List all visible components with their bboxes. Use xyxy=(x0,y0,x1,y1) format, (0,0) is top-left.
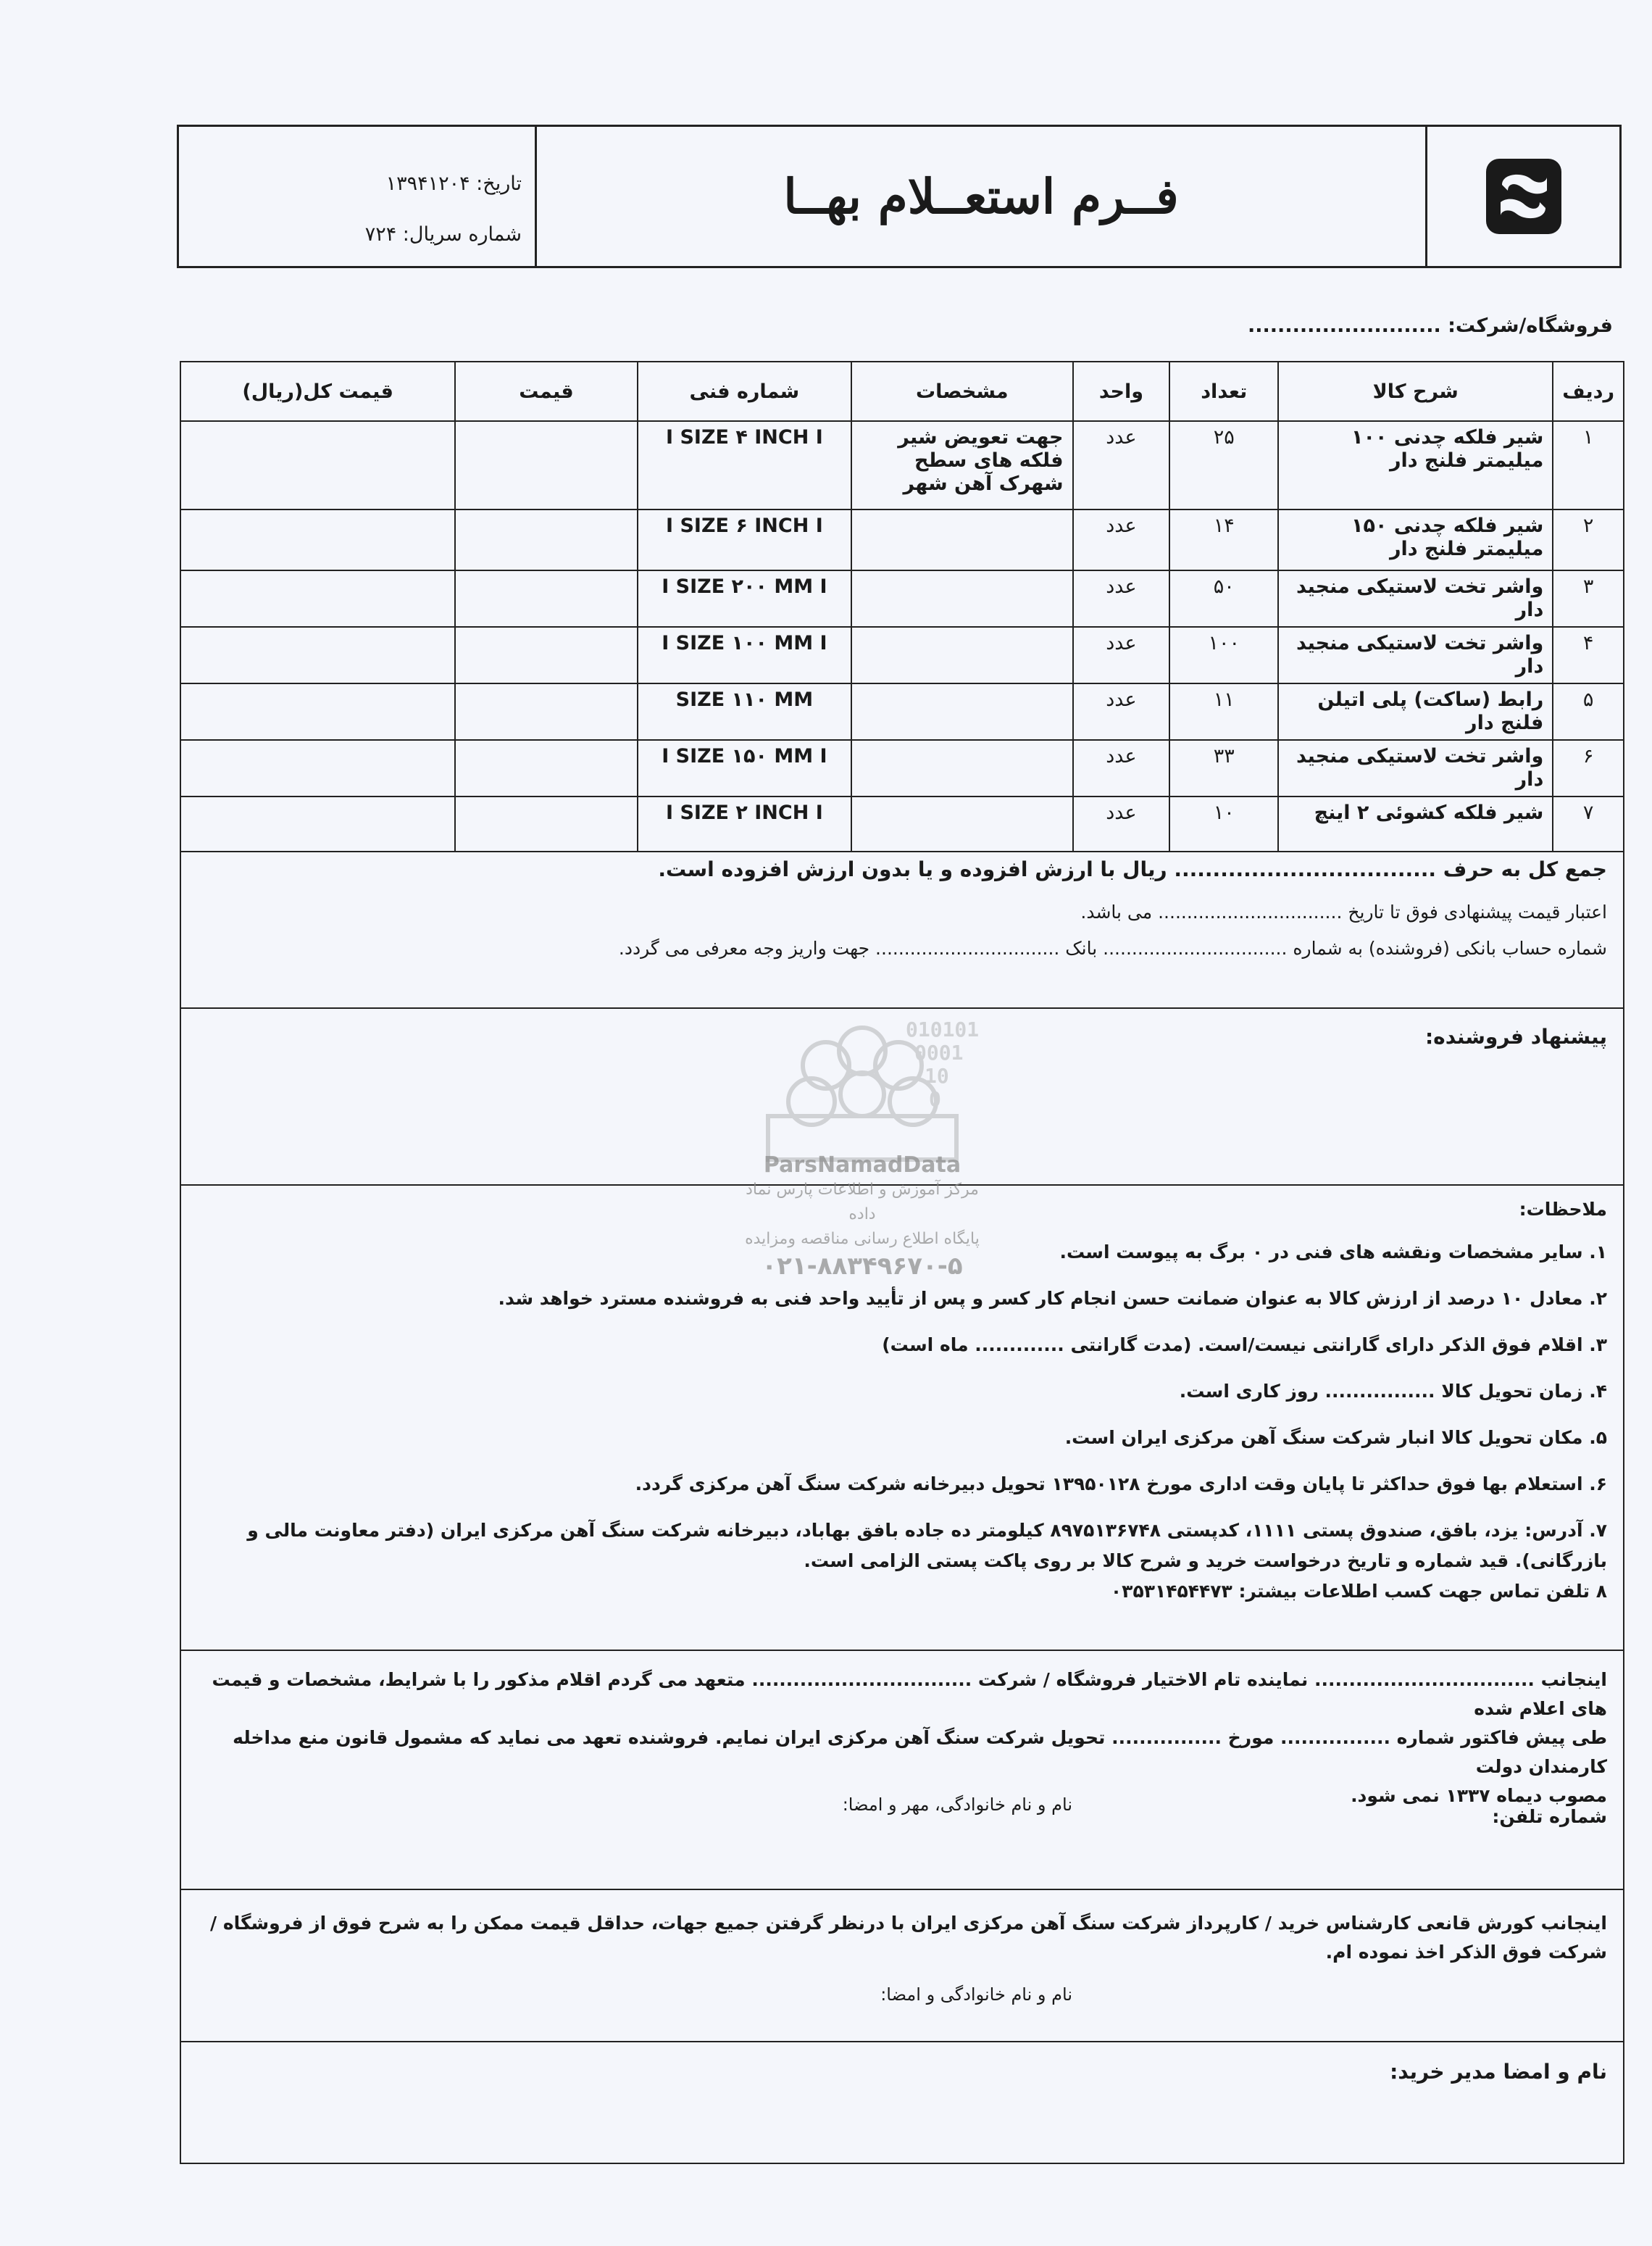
cell-unit: عدد xyxy=(1073,740,1170,797)
note-item: ۱. سایر مشخصات ونقشه های فنی در ۰ برگ به پیوست است. xyxy=(1059,1241,1607,1263)
seller-offer-title: پیشنهاد فروشنده: xyxy=(1424,1025,1607,1049)
cell-description: واشر تخت لاستیکی منجید دار xyxy=(1278,627,1553,683)
notes-title: ملاحظات: xyxy=(1519,1199,1607,1220)
col-header-specification: مشخصات xyxy=(851,362,1072,421)
cell-technical-no: I SIZE ۴ INCH I xyxy=(638,421,851,509)
svg-text:010101: 010101 xyxy=(906,1018,980,1041)
cell-unit: عدد xyxy=(1073,797,1170,852)
cell-total-price xyxy=(180,740,455,797)
seller-phone-label: شماره تلفن: xyxy=(1492,1806,1607,1827)
col-header-total-price: قیمت کل(ریال) xyxy=(180,362,455,421)
cell-quantity: ۱۰ xyxy=(1169,797,1278,852)
svg-text:0: 0 xyxy=(929,1087,941,1111)
buyer-statement-section xyxy=(180,1890,1624,2042)
items-table xyxy=(180,361,1624,852)
cell-description: واشر تخت لاستیکی منجید دار xyxy=(1278,740,1553,797)
form-date: تاریخ: ۱۳۹۴۱۲۰۴ xyxy=(385,172,522,195)
commitment-line: اینجانب ................................ نماینده تام الاختیار فروشگاه / شرکت ................................ متعهد می گردم اقلام مذکور را با شرایط، مشخصات و قیمت های اعلام شده xyxy=(212,1669,1607,1719)
cell-price xyxy=(455,570,637,627)
cell-description: رابط (ساکت) پلی اتیلن فلنج دار xyxy=(1278,683,1553,740)
cell-description: واشر تخت لاستیکی منجید دار xyxy=(1278,570,1553,627)
table-row xyxy=(180,740,1624,797)
manager-signature-section xyxy=(180,2042,1624,2164)
cell-quantity: ۲۵ xyxy=(1169,421,1278,509)
col-header-description: شرح کالا xyxy=(1278,362,1553,421)
form-title: فــرم استعــلام بهــا xyxy=(783,168,1179,225)
cell-row-no: ۷ xyxy=(1553,797,1624,852)
manager-signature-label: نام و امضا مدیر خرید: xyxy=(1390,2060,1607,2084)
cell-unit: عدد xyxy=(1073,509,1170,570)
commitment-line: مصوب دیماه ۱۳۳۷ نمی شود. xyxy=(1351,1785,1607,1806)
cell-row-no: ۴ xyxy=(1553,627,1624,683)
col-header-technical-no: شماره فنی xyxy=(638,362,851,421)
cell-row-no: ۶ xyxy=(1553,740,1624,797)
cell-price xyxy=(455,627,637,683)
watermark-line: مرکز آموزش و اطلاعات پارس نماد داده xyxy=(746,1181,979,1223)
watermark-brand: ParsNamadData xyxy=(763,1152,961,1178)
cell-total-price xyxy=(180,570,455,627)
note-item: ۶. استعلام بها فوق حداکثر تا پایان وقت اداری مورخ ۱۳۹۵۰۱۲۸ تحویل دبیرخانه شرکت سنگ آهن مرکزی گردد. xyxy=(635,1473,1607,1494)
cell-row-no: ۳ xyxy=(1553,570,1624,627)
form-title-cell xyxy=(537,127,1425,266)
cell-specification xyxy=(851,570,1072,627)
note-item: ۵. مکان تحویل کالا انبار شرکت سنگ آهن مرکزی ایران است. xyxy=(1064,1427,1607,1448)
cell-unit: عدد xyxy=(1073,421,1170,509)
table-row xyxy=(180,421,1624,509)
cell-technical-no: I SIZE ۱۰۰ MM I xyxy=(638,627,851,683)
cell-unit: عدد xyxy=(1073,570,1170,627)
cell-specification xyxy=(851,683,1072,740)
cell-quantity: ۱۴ xyxy=(1169,509,1278,570)
svg-text:10: 10 xyxy=(925,1064,949,1088)
col-header-row-no: ردیف xyxy=(1553,362,1624,421)
cell-price xyxy=(455,683,637,740)
cell-total-price xyxy=(180,683,455,740)
watermark-line: پایگاه اطلاع رسانی مناقصه ومزایده xyxy=(745,1230,980,1248)
cell-technical-no: I SIZE ۶ INCH I xyxy=(638,509,851,570)
table-row xyxy=(180,570,1624,627)
cell-technical-no: I SIZE ۲ INCH I xyxy=(638,797,851,852)
cell-quantity: ۱۱ xyxy=(1169,683,1278,740)
cell-row-no: ۵ xyxy=(1553,683,1624,740)
totals-section xyxy=(180,836,1624,1009)
seller-signature-label: نام و نام خانوادگی، مهر و امضا: xyxy=(842,1794,1072,1815)
cell-specification xyxy=(851,740,1072,797)
table-row xyxy=(180,509,1624,570)
total-in-words: جمع کل به حرف .................................. ریال با ارزش افزوده و یا بدون ارزش افزوده است. xyxy=(658,857,1607,881)
shop-label: فروشگاه/شرکت: .......................... xyxy=(1248,315,1613,337)
form-serial: شماره سریال: ۷۲۴ xyxy=(364,223,522,246)
cell-price xyxy=(455,740,637,797)
header-meta xyxy=(179,127,537,266)
bank-account: شماره حساب بانکی (فروشنده) به شماره ................................ بانک ................................ جهت واریز وجه معرفی می گردد. xyxy=(618,938,1607,959)
col-header-unit: واحد xyxy=(1073,362,1170,421)
form-header xyxy=(177,125,1622,268)
table-header-row xyxy=(180,362,1624,421)
cell-total-price xyxy=(180,627,455,683)
svg-text:0001: 0001 xyxy=(914,1041,964,1065)
cell-row-no: ۱ xyxy=(1553,421,1624,509)
note-item: ۲. معادل ۱۰ درصد از ارزش کالا به عنوان ضمانت حسن انجام کار کسر و پس از تأیید واحد فنی به فروشنده مسترد خواهد شد. xyxy=(498,1288,1607,1309)
note-item: ۸ تلفن تماس جهت کسب اطلاعات بیشتر: ۰۳۵۳۱۴۵۴۴۷۳ xyxy=(1110,1581,1607,1602)
cell-specification xyxy=(851,509,1072,570)
cell-quantity: ۱۰۰ xyxy=(1169,627,1278,683)
cell-specification xyxy=(851,627,1072,683)
table-row xyxy=(180,683,1624,740)
price-validity: اعتبار قیمت پیشنهادی فوق تا تاریخ ................................ می باشد. xyxy=(1080,902,1607,923)
cell-technical-no: SIZE ۱۱۰ MM xyxy=(638,683,851,740)
note-item: ۴. زمان تحویل کالا ................ روز کاری است. xyxy=(1179,1381,1607,1402)
cell-price xyxy=(455,421,637,509)
note-item: ۷. آدرس: یزد، بافق، صندوق پستی ۱۱۱۱، کدپستی ۸۹۷۵۱۳۶۷۴۸ کیلومتر ده جاده بافق بهاباد، دبیرخانه شرکت سنگ آهن مرکزی ایران (دفتر معاونت مالی و بازرگانی). قید شماره و تاریخ درخواست خرید و شرح کالا بر روی پاکت پستی الزامی است. xyxy=(247,1520,1607,1571)
cell-description: شیر فلکه چدنی ۱۵۰ میلیمتر فلنج دار xyxy=(1278,509,1553,570)
buyer-signature-label: نام و نام خانوادگی و امضا: xyxy=(880,1984,1072,2005)
cell-quantity: ۳۳ xyxy=(1169,740,1278,797)
seller-commitment-section xyxy=(180,1651,1624,1890)
cell-unit: عدد xyxy=(1073,627,1170,683)
col-header-quantity: تعداد xyxy=(1169,362,1278,421)
cell-total-price xyxy=(180,509,455,570)
cell-total-price xyxy=(180,421,455,509)
watermark-text xyxy=(732,1152,993,1281)
cell-price xyxy=(455,509,637,570)
note-item: ۳. اقلام فوق الذکر دارای گارانتی نیست/است. (مدت گارانتی ............. ماه است) xyxy=(882,1334,1607,1355)
cell-specification: جهت تعویض شیر فلکه های سطح شهرک آهن شهر xyxy=(851,421,1072,509)
commitment-line: طی پیش فاکتور شماره ................ مورخ ................ تحویل شرکت سنگ آهن مرکزی ایران نمایم. فروشنده تعهد می نماید که مشمول قانون منع مداخله کارمندان دولت xyxy=(233,1727,1607,1777)
col-header-price: قیمت xyxy=(455,362,637,421)
cell-unit: عدد xyxy=(1073,683,1170,740)
cell-quantity: ۵۰ xyxy=(1169,570,1278,627)
buyer-statement: اینجانب کورش قانعی کارشناس خرید / کارپرداز شرکت سنگ آهن مرکزی ایران با درنظر گرفتن جمیع جهات، حداقل قیمت ممکن را به شرح فوق از فروشگاه / شرکت فوق الذکر اخذ نموده ام. xyxy=(209,1913,1607,1963)
company-logo-icon xyxy=(1480,153,1567,240)
company-logo xyxy=(1425,127,1619,266)
table-row xyxy=(180,627,1624,683)
cell-technical-no: I SIZE ۲۰۰ MM I xyxy=(638,570,851,627)
cell-technical-no: I SIZE ۱۵۰ MM I xyxy=(638,740,851,797)
cell-description: شیر فلکه کشوئی ۲ اینچ xyxy=(1278,797,1553,852)
cell-row-no: ۲ xyxy=(1553,509,1624,570)
watermark-phone: ۰۲۱-۸۸۳۴۹۶۷۰-۵ xyxy=(762,1252,963,1281)
cell-description: شیر فلکه چدنی ۱۰۰ میلیمتر فلنج دار xyxy=(1278,421,1553,509)
